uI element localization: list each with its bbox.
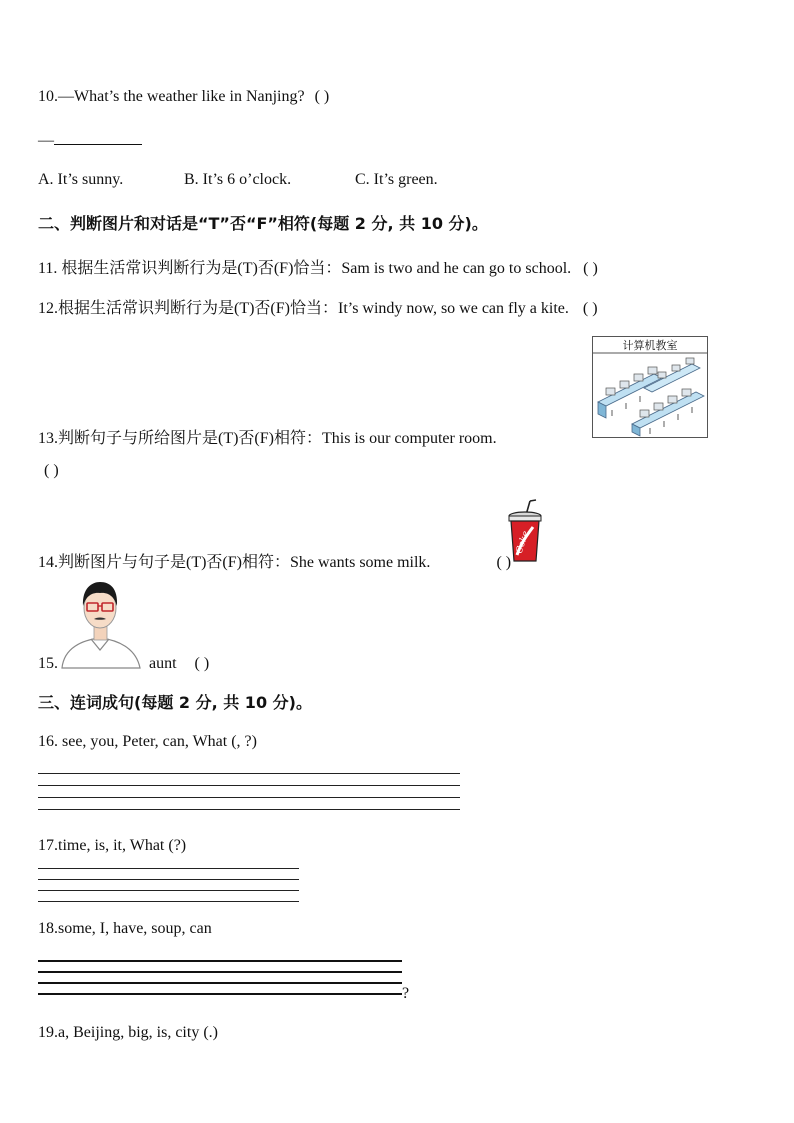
question-11-text: 11. 根据生活常识判断行为是(T)否(F)恰当：Sam is two and he can go to school. xyxy=(38,260,572,277)
writing-line[interactable] xyxy=(38,982,402,984)
answer-paren-11[interactable]: ( ) xyxy=(583,260,598,277)
cup-label: Coke xyxy=(514,529,532,555)
writing-line[interactable] xyxy=(38,901,299,902)
option-c: C. It’s green. xyxy=(355,171,438,188)
writing-line[interactable] xyxy=(38,971,402,973)
question-14 xyxy=(38,549,511,572)
question-12-text: 12.根据生活常识判断行为是(T)否(F)恰当：It’s windy now, so we can fly a kite. xyxy=(38,300,569,317)
question-18-end-mark: ? xyxy=(402,985,410,1002)
writing-line[interactable] xyxy=(38,868,299,869)
question-17: 17.time, is, it, What (?) xyxy=(38,837,187,854)
question-16: 16. see, you, Peter, can, What (, ?) xyxy=(38,733,257,750)
question-12 xyxy=(38,295,598,318)
computer-room-label: 计算机教室 xyxy=(622,339,678,352)
question-13: 13.判断句子与所给图片是(T)否(F)相符：This is our computer room. xyxy=(38,430,497,447)
answer-lines-18[interactable] xyxy=(38,960,402,1004)
answer-paren-12[interactable]: ( ) xyxy=(582,300,598,317)
options-10 xyxy=(38,171,438,189)
word-aunt: aunt xyxy=(149,655,177,672)
man-portrait-image xyxy=(60,576,142,670)
writing-line[interactable] xyxy=(38,785,460,786)
writing-line[interactable] xyxy=(38,993,402,995)
writing-line[interactable] xyxy=(38,773,460,774)
dash: — xyxy=(38,132,54,149)
writing-line[interactable] xyxy=(38,879,299,880)
question-10-text: 10.—What’s the weather like in Nanjing? xyxy=(38,88,305,105)
question-18: 18.some, I, have, soup, can xyxy=(38,920,212,937)
answer-blank-10[interactable] xyxy=(54,130,142,145)
writing-line[interactable] xyxy=(38,960,402,962)
question-15-answer xyxy=(149,655,209,673)
question-11 xyxy=(38,255,598,278)
answer-paren-15[interactable]: ( ) xyxy=(194,655,210,672)
computer-room-image xyxy=(592,336,708,438)
section-3-title: 三、连词成句(每题 2 分, 共 10 分)。 xyxy=(38,693,312,712)
answer-paren-10[interactable]: ( ) xyxy=(314,88,330,105)
option-b: B. It’s 6 o’clock. xyxy=(184,171,292,188)
writing-line[interactable] xyxy=(38,809,460,810)
question-15 xyxy=(38,655,58,673)
answer-line-10 xyxy=(38,130,142,150)
option-a: A. It’s sunny. xyxy=(38,171,124,188)
question-10 xyxy=(38,88,329,106)
question-14-text: 14.判断图片与句子是(T)否(F)相符：She wants some milk. xyxy=(38,554,431,571)
writing-line[interactable] xyxy=(38,797,460,798)
answer-lines-17[interactable] xyxy=(38,868,299,912)
answer-lines-16[interactable] xyxy=(38,773,460,821)
question-19: 19.a, Beijing, big, is, city (.) xyxy=(38,1024,218,1041)
answer-paren-13[interactable]: ( ) xyxy=(44,462,59,479)
question-15-number: 15. xyxy=(38,655,58,672)
section-2-title: 二、判断图片和对话是“T”否“F”相符(每题 2 分, 共 10 分)。 xyxy=(38,214,488,233)
writing-line[interactable] xyxy=(38,890,299,891)
answer-paren-14[interactable]: ( ) xyxy=(496,554,512,571)
